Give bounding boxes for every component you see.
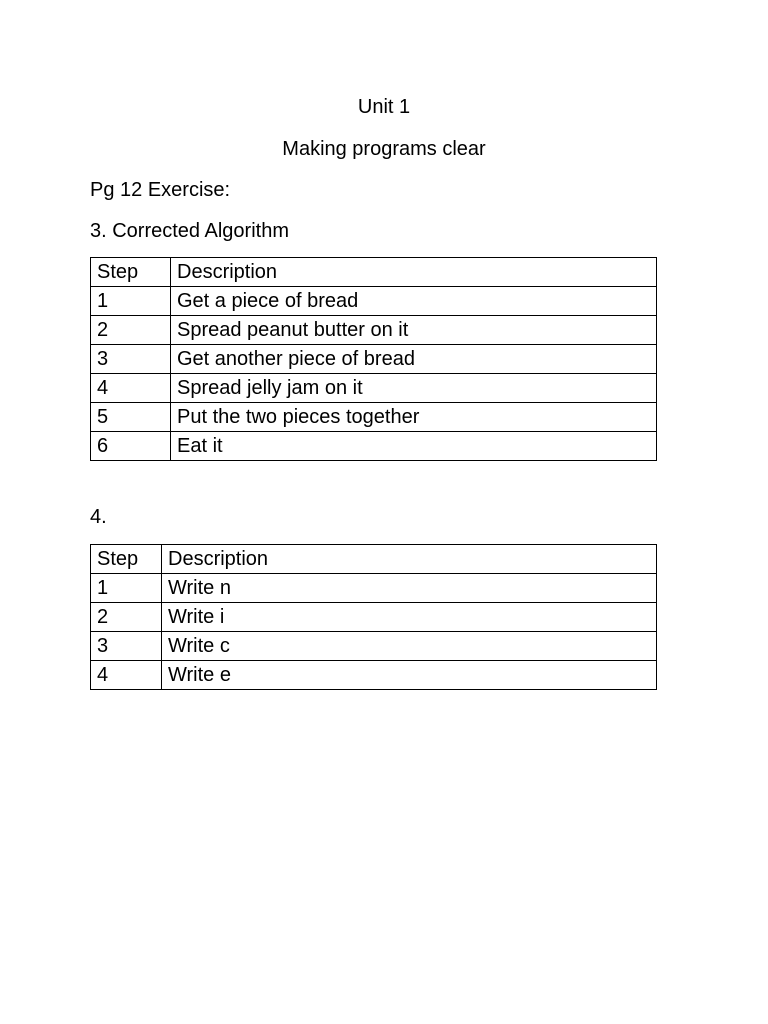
step-description: Write i xyxy=(162,603,657,632)
exercise-label: Pg 12 Exercise: xyxy=(90,179,231,201)
step-description: Write c xyxy=(162,632,657,661)
table-row xyxy=(91,574,657,603)
description-header: Description xyxy=(171,258,657,287)
step-description: Write n xyxy=(162,574,657,603)
step-number: 2 xyxy=(91,603,162,632)
table-row xyxy=(91,661,657,690)
step-description: Eat it xyxy=(171,432,657,461)
step-description: Get another piece of bread xyxy=(171,345,657,374)
step-number: 3 xyxy=(91,632,162,661)
table-row xyxy=(91,632,657,661)
step-header: Step xyxy=(91,545,162,574)
step-number: 5 xyxy=(91,403,171,432)
table-row xyxy=(91,287,657,316)
step-number: 4 xyxy=(91,661,162,690)
table-row xyxy=(91,432,657,461)
step-description: Write e xyxy=(162,661,657,690)
step-description: Spread peanut butter on it xyxy=(171,316,657,345)
step-number: 3 xyxy=(91,345,171,374)
table-header-row xyxy=(91,545,657,574)
table-header-row xyxy=(91,258,657,287)
unit-subtitle: Making programs clear xyxy=(282,138,486,160)
algorithm-table-q4 xyxy=(90,544,657,690)
step-number: 1 xyxy=(91,574,162,603)
step-description: Get a piece of bread xyxy=(171,287,657,316)
table-row xyxy=(91,603,657,632)
question-3-heading: 3. Corrected Algorithm xyxy=(90,220,289,242)
step-description: Put the two pieces together xyxy=(171,403,657,432)
step-description: Spread jelly jam on it xyxy=(171,374,657,403)
step-number: 6 xyxy=(91,432,171,461)
table-row xyxy=(91,403,657,432)
step-number: 4 xyxy=(91,374,171,403)
step-number: 2 xyxy=(91,316,171,345)
algorithm-table-q3 xyxy=(90,257,657,461)
step-number: 1 xyxy=(91,287,171,316)
table-row xyxy=(91,374,657,403)
step-header: Step xyxy=(91,258,171,287)
question-4-heading: 4. xyxy=(90,506,107,528)
table-row xyxy=(91,345,657,374)
table-row xyxy=(91,316,657,345)
description-header: Description xyxy=(162,545,657,574)
unit-title: Unit 1 xyxy=(357,96,411,118)
